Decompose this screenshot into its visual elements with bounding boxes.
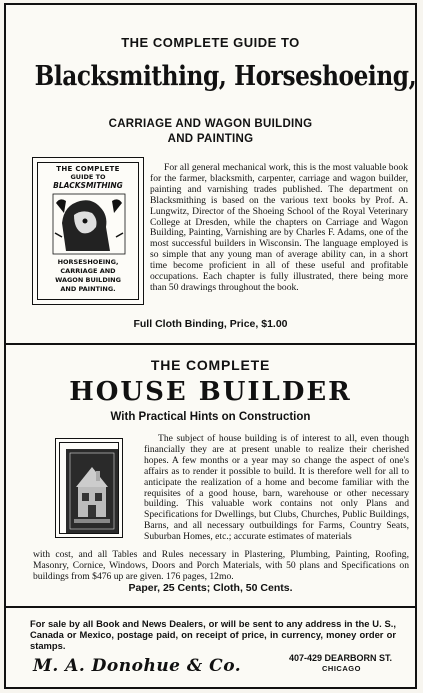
footer-divider: [6, 606, 415, 608]
book1-cover-line: CARRIAGE AND: [60, 267, 116, 275]
book1-cover-line: AND PAINTING.: [60, 285, 116, 293]
ad1-body-text: For all general mechanical work, this is the most valuable book for the farmer, blacksmith, carpenter, carriage and wagon builder, painting and varnishing trades published. The department on Blacksmithing is based on the various text books by Prof. A. Lungwitz, Director of the Shoeing School of the Royal Veterinary College at Dresden, while the chapters on Carriage and Wagon Building, Painting, Varnishing are by Charles F. Adams, one of the most successful builders in Wisconsin. The language employed is so simple that any young man of average ability can, in a short time become proficient in all of these useful and profitable occupations. Each chapter is fully illustrated, there being more than 50 drawings throughout the book.: [150, 162, 408, 293]
ad2-pretitle: THE COMPLETE: [150, 357, 271, 373]
ad1-title: Blacksmithing, Horseshoeing,: [34, 61, 417, 92]
footer-text: For sale by all Book and News Dealers, or will be sent to any address in the U. S., Canada or Mexico, postage paid, on receipt of price, in currency, money order or stamps.: [30, 618, 396, 651]
book1-cover-line: THE COMPLETE: [56, 165, 120, 173]
advertisement-page: [4, 3, 417, 689]
ad2-title: HOUSE BUILDER: [69, 377, 352, 407]
section-divider: [6, 343, 415, 345]
book1-cover-line: GUIDE TO: [70, 173, 106, 181]
house-illustration: [66, 449, 118, 533]
ad1-pretitle: THE COMPLETE GUIDE TO: [121, 35, 300, 50]
ad2-subtitle: With Practical Hints on Construction: [110, 411, 311, 423]
publisher-name: M. A. Donohue & Co.: [33, 656, 242, 676]
house-builder-book-cover: [55, 438, 123, 538]
book1-cover-line: WAGON BUILDING: [55, 276, 121, 284]
blacksmithing-book-cover: [32, 157, 144, 305]
book1-cover-line: BLACKSMITHING: [53, 181, 123, 190]
ad2-body-text-bottom: with cost, and all Tables and Rules necessary in Plastering, Plumbing, Painting, Roofing, Masonry, Cornice, Windows, Doors and Porch Materials, with 50 plans and Specifications on buildings from $476 up are given. 176 pages, 12mo.: [33, 549, 409, 582]
ad1-subtitle-line2: AND PAINTING: [167, 133, 254, 145]
publisher-city: CHICAGO: [322, 664, 361, 673]
ad1-subtitle-line1: CARRIAGE AND WAGON BUILDING: [108, 118, 313, 130]
publisher-address: 407-429 DEARBORN ST.: [289, 653, 393, 663]
ad2-body-text-top: The subject of house building is of interest to all, even though financially they are at present unable to realize their cherished hopes. A few months or a year may so change the aspect of one's affairs as to render it possible to build. It is therefore well for all to anticipate the realization of a home and become familiar with the requisites of a good house, barn, warehouse or other necessary building. This valuable work contains not only Plans and Specifications for Dwellings, but Clubs, Churches, Public Buildings, Barns, and all necessary outbuildings for Farms, Country Seats, Suburban Homes, etc.; accurate estimates of materials: [144, 433, 409, 543]
horse-head-illustration: [52, 193, 126, 255]
ad2-price: Paper, 25 Cents; Cloth, 50 Cents.: [128, 582, 293, 594]
ad1-price: Full Cloth Binding, Price, $1.00: [133, 318, 288, 330]
book1-cover-line: HORSESHOEING,: [57, 258, 119, 266]
